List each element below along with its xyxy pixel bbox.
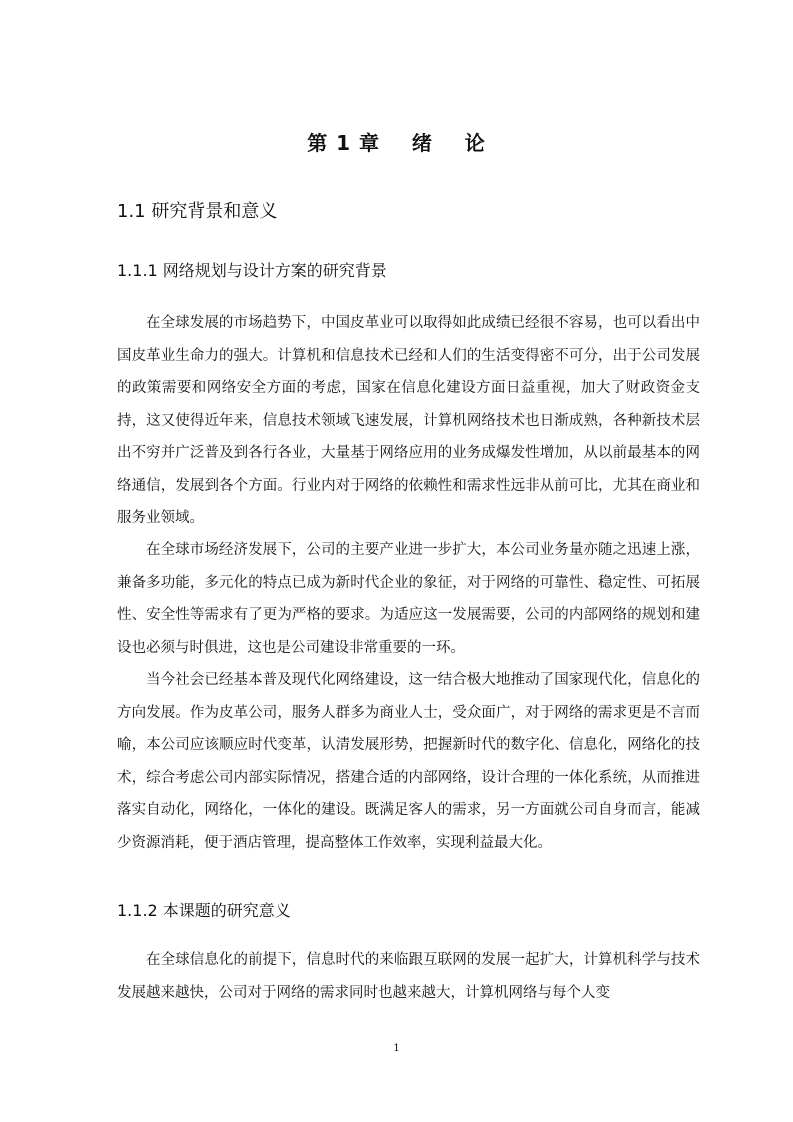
paragraph: 在全球市场经济发展下，公司的主要产业进一步扩大，本公司业务量亦随之迅速上涨，兼备多功能，多元化的特点已成为新时代企业的象征，对于网络的可靠性、稳定性、可拓展性、安全性等需求有了更为严格的要求。为适应这一发展需要，公司的内部网络的规划和建设也必须与时俱进，这也是公司建设非常重要的一环。 [117,542,700,656]
paragraph: 当今社会已经基本普及现代化网络建设，这一结合极大地推动了国家现代化，信息化的方向发展。作为皮革公司，服务人群多为商业人士，受众面广，对于网络的需求更是不言而喻，本公司应该顺应时代变革，认清发展形势，把握新时代的数字化、信息化，网络化的技术，综合考虑公司内部实际情况，搭建合适的内部网络，设计合理的一体化系统，从而推进落实自动化，网络化，一体化的建设。既满足客人的需求，另一方面就公司自身而言，能减少资源消耗，便于酒店管理，提高整体工作效率，实现利益最大化。 [117,672,700,851]
page-number: 1 [393,1043,400,1054]
paragraph: 在全球信息化的前提下，信息时代的来临跟互联网的发展一起扩大，计算机科学与技术发展越来越快，公司对于网络的需求同时也越来越大，计算机网络与每个人变 [117,952,700,1001]
chapter-title: 第 1 章 绪 论 [307,131,486,155]
paragraph: 在全球发展的市场趋势下，中国皮革业可以取得如此成绩已经很不容易，也可以看出中国皮革业生命力的强大。计算机和信息技术已经和人们的生活变得密不可分，出于公司发展的政策需要和网络安全方面的考虑，国家在信息化建设方面日益重视，加大了财政资金支持，这又使得近年来，信息技术领域飞速发展，计算机网络技术也日渐成熟，各种新技术层出不穷并广泛普及到各行各业，大量基于网络应用的业务成爆发性增加，从以前最基本的网络通信，发展到各个方面。行业内对于网络的依赖性和需求性远非从前可比，尤其在商业和服务业领域。 [117,315,700,526]
subsection-heading-significance: 1.1.2 本课题的研究意义 [117,901,291,920]
section-heading: 1.1 研究背景和意义 [117,201,278,222]
subsection-heading-background: 1.1.1 网络规划与设计方案的研究背景 [117,261,387,280]
